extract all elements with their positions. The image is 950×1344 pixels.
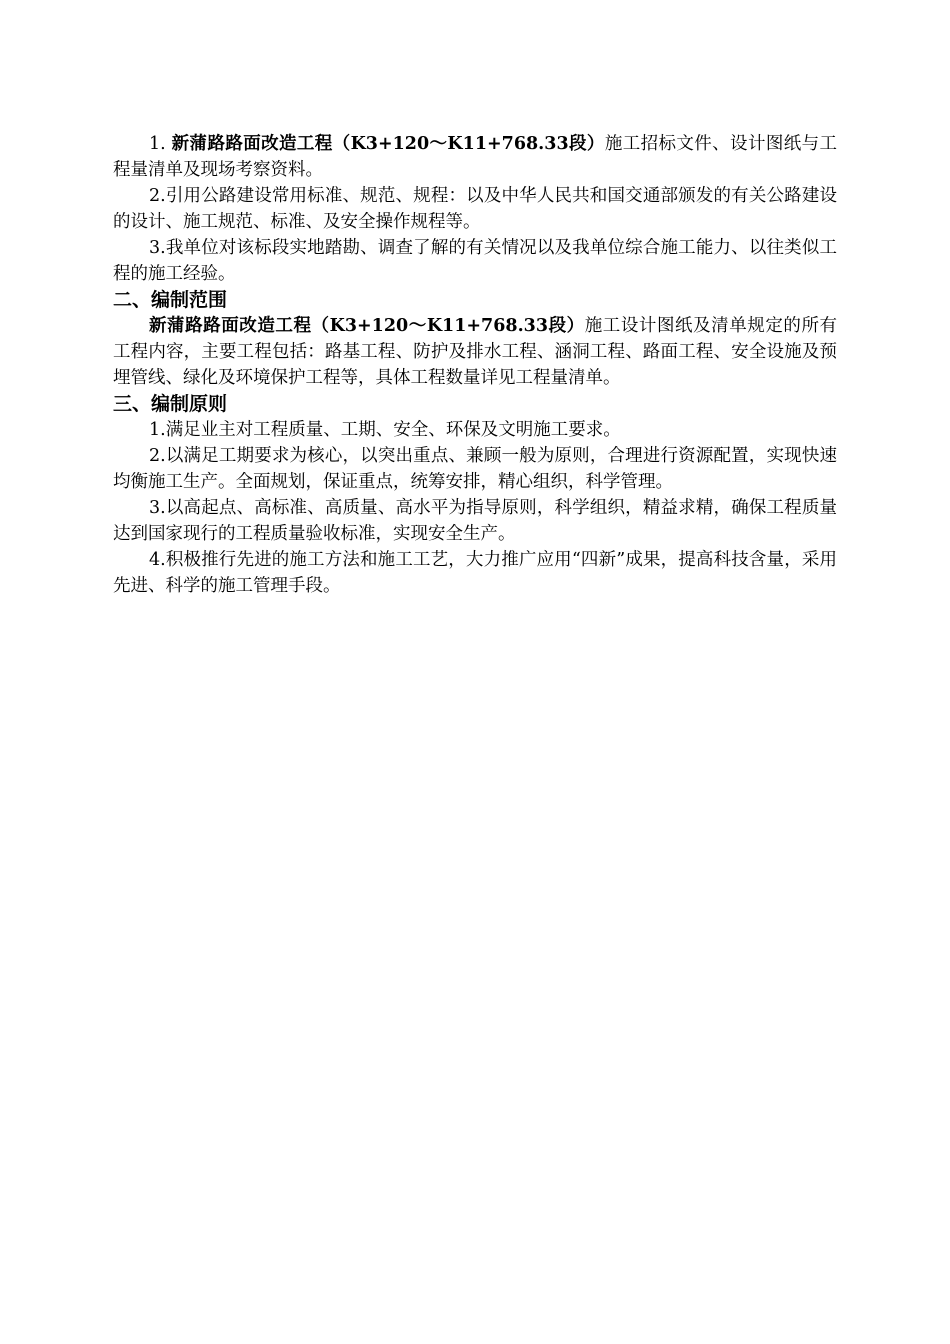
document-body (113, 131, 837, 599)
principle-item-2: 2.以满足工期要求为核心，以突出重点、兼顾一般为原则，合理进行资源配置，实现快速均衡施工生产。全面规划，保证重点，统筹安排，精心组织，科学管理。 (113, 446, 837, 492)
basis-item-1-number: 1. (149, 134, 172, 154)
principle-item-1: 1.满足业主对工程质量、工期、安全、环保及文明施工要求。 (149, 420, 621, 440)
scope-heading: 二、编制范围 (113, 289, 228, 311)
scope-paragraph (113, 313, 837, 391)
basis-item-3: 3.我单位对该标段实地踏勘、调查了解的有关情况以及我单位综合施工能力、以往类似工程的施工经验。 (113, 238, 837, 284)
project-name: 新蒲路路面改造工程（K3+120～K11+768.33段） (171, 134, 605, 154)
basis-item-1-text: 施工招标文件、设计图纸与工程量清单及现场考察资料。 (113, 134, 838, 180)
principles-heading: 三、编制原则 (113, 393, 228, 415)
scope-project-name: 新蒲路路面改造工程（K3+120～K11+768.33段） (149, 316, 585, 336)
principle-item-3: 3.以高起点、高标准、高质量、高水平为指导原则，科学组织，精益求精，确保工程质量达到国家现行的工程质量验收标准，实现安全生产。 (113, 498, 837, 544)
basis-item-2: 2.引用公路建设常用标准、规范、规程：以及中华人民共和国交通部颁发的有关公路建设的设计、施工规范、标准、及安全操作规程等。 (113, 186, 837, 232)
principle-item-4: 4.积极推行先进的施工方法和施工工艺，大力推广应用“四新”成果，提高科技含量，采用先进、科学的施工管理手段。 (113, 550, 837, 596)
scope-text: 施工设计图纸及清单规定的所有工程内容，主要工程包括：路基工程、防护及排水工程、涵洞工程、路面工程、安全设施及预埋管线、绿化及环境保护工程等，具体工程数量详见工程量清单。 (113, 316, 838, 388)
basis-item-1 (113, 131, 837, 183)
